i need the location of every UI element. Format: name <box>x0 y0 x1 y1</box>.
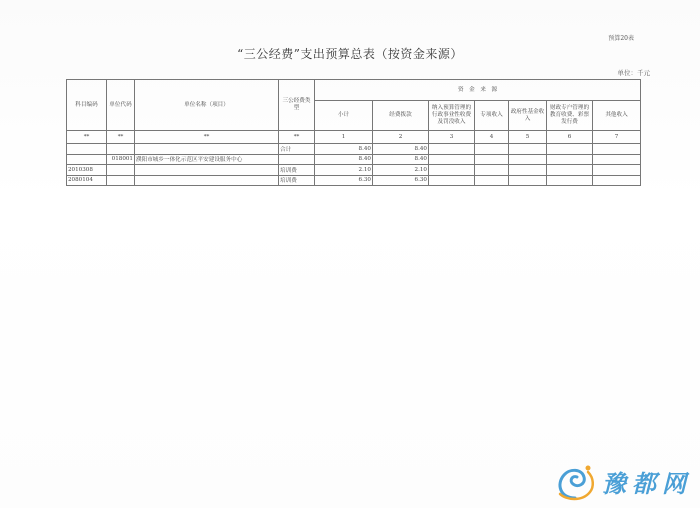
empty-cell <box>593 144 641 155</box>
header-fiscal-special: 纳入预算管理的行政事业性收费及罚没收入 <box>429 101 475 131</box>
index-cell: 3 <box>429 131 475 144</box>
header-unit-code: 单位代码 <box>107 80 135 131</box>
header-funding: 经费拨款 <box>373 101 429 131</box>
header-unit-name: 单位名称（项目） <box>135 80 279 131</box>
index-cell: 4 <box>475 131 509 144</box>
index-cell: 6 <box>547 131 593 144</box>
unit-label: 单位：千元 <box>617 69 650 77</box>
subtotal-cell: 8.40 <box>315 154 373 165</box>
site-watermark <box>552 460 692 502</box>
empty-cell <box>509 154 547 165</box>
empty-cell <box>593 165 641 176</box>
unit-name-cell <box>135 144 279 155</box>
subtotal-cell: 2.10 <box>315 165 373 176</box>
unit-code-cell <box>107 144 135 155</box>
header-gov-fund: 政府性基金收入 <box>509 101 547 131</box>
index-cell: 1 <box>315 131 373 144</box>
funding-cell: 6.30 <box>373 175 429 186</box>
table-row <box>67 175 641 186</box>
index-cell: 5 <box>509 131 547 144</box>
subject-code-cell <box>67 154 107 165</box>
empty-cell <box>547 175 593 186</box>
expense-type-cell <box>279 154 315 165</box>
index-cell: ** <box>279 131 315 144</box>
empty-cell <box>429 175 475 186</box>
unit-code-cell: 018001 <box>107 154 135 165</box>
empty-cell <box>593 175 641 186</box>
unit-name-cell <box>135 175 279 186</box>
funding-cell: 8.40 <box>373 154 429 165</box>
table-row <box>67 165 641 176</box>
header-expense-type: 三公经费类型 <box>279 80 315 131</box>
expense-type-cell: 培训费 <box>279 165 315 176</box>
expense-type-cell: 培训费 <box>279 175 315 186</box>
watermark-text: 豫都网 <box>602 469 692 498</box>
header-subtotal: 小计 <box>315 101 373 131</box>
empty-cell <box>475 144 509 155</box>
subject-code-cell: 2080104 <box>67 175 107 186</box>
unit-name-cell <box>135 165 279 176</box>
empty-cell <box>475 154 509 165</box>
funding-cell: 2.10 <box>373 165 429 176</box>
subtotal-cell: 6.30 <box>315 175 373 186</box>
unit-name-cell: 濮阳市城乡一体化示范区平安建设服务中心 <box>135 154 279 165</box>
budget-table <box>66 79 641 186</box>
header-other-income: 其他收入 <box>593 101 641 131</box>
subtotal-cell: 8.40 <box>315 144 373 155</box>
index-cell: 7 <box>593 131 641 144</box>
header-state-asset: 财政专户管理的教育收费、彩票发行费 <box>547 101 593 131</box>
swirl-logo-icon <box>552 460 598 502</box>
empty-cell <box>509 175 547 186</box>
empty-cell <box>429 144 475 155</box>
form-number: 预算20表 <box>608 35 634 42</box>
funding-cell: 8.40 <box>373 144 429 155</box>
table-row <box>67 144 641 155</box>
index-row <box>67 131 641 144</box>
header-fund-source: 资 金 来 源 <box>315 80 641 101</box>
empty-cell <box>547 154 593 165</box>
empty-cell <box>509 165 547 176</box>
empty-cell <box>547 144 593 155</box>
header-row-1 <box>67 80 641 101</box>
header-special-income: 专项收入 <box>475 101 509 131</box>
unit-code-cell <box>107 165 135 176</box>
empty-cell <box>593 154 641 165</box>
header-subject-code: 科目编码 <box>67 80 107 131</box>
table-row <box>67 154 641 165</box>
empty-cell <box>429 165 475 176</box>
empty-cell <box>547 165 593 176</box>
empty-cell <box>509 144 547 155</box>
page-title: “三公经费”支出预算总表（按资金来源） <box>237 47 463 61</box>
index-cell: ** <box>135 131 279 144</box>
empty-cell <box>429 154 475 165</box>
empty-cell <box>475 165 509 176</box>
index-cell: 2 <box>373 131 429 144</box>
index-cell: ** <box>107 131 135 144</box>
expense-type-cell: 合计 <box>279 144 315 155</box>
subject-code-cell: 2010308 <box>67 165 107 176</box>
subject-code-cell <box>67 144 107 155</box>
index-cell: ** <box>67 131 107 144</box>
unit-code-cell <box>107 175 135 186</box>
empty-cell <box>475 175 509 186</box>
